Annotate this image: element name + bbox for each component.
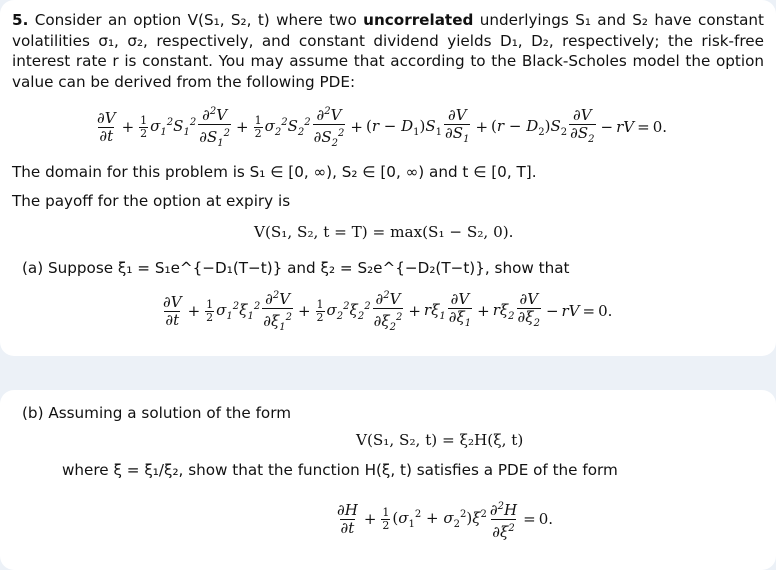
pde-equation: $\frac{\partial V}{\partial t}$ + $\frac{1}{2}$ $\sigma_1^2S_1^2$ $\frac{\partial^2V}{\partial S_1^2}$ + $\frac{1}{2}$ $\sigma_2^2S_2^2$ $\frac{\partial^2V}{\partial S_2^2}$ + $(r - D_1)S_1$ $\frac{\partial V}{\partial S_1}$ + $(r - D_2)S_2$ $\frac{\partial V}{\partial S_2}$ − rV = 0. [94, 104, 667, 150]
part-a-equation: $\frac{\partial V}{\partial t}$ + $\frac{1}{2}$ $\sigma_1^2\xi_1^2$ $\frac{\partial^2V}{\partial\xi_1^2}$ + $\frac{1}{2}$ $\sigma_2^2\xi_2^2$ $\frac{\partial^2V}{\partial\xi_2^2}$ + $r\xi_1$ $\frac{\partial V}{\partial\xi_1}$ + $r\xi_2$ $\frac{\partial V}{\partial\xi_2}$ − rV = 0. [160, 288, 612, 334]
intro-bold-word: uncorrelated [363, 11, 474, 29]
part-b-where-text: where ξ = ξ₁/ξ₂, show that the function H(ξ, t) satisfies a PDE of the form [62, 461, 618, 479]
domain-line: The domain for this problem is S₁ ∈ [0, ∞), S₂ ∈ [0, ∞) and t ∈ [0, T]. [12, 163, 537, 181]
payoff-line: The payoff for the option at expiry is [12, 192, 291, 210]
intro-before-bold: Consider an option V(S₁, S₂, t) where two [34, 11, 357, 29]
part-b-lead: (b) Assuming a solution of the form [22, 404, 291, 422]
problem-intro [12, 10, 764, 92]
part-a-text: (a) Suppose ξ₁ = S₁e^{−D₁(T−t)} and ξ₂ = S₂e^{−D₂(T−t)}, show that [22, 259, 570, 277]
intro-after-bold: underlyings S₁ and S₂ have constant volatilities σ₁, σ₂, respectively, and constant dividend yields D₁, D₂, respectively; the risk-free interest rate r is constant. You may assume that according to the Black-Scholes model the option value can be derived from the following PDE: [12, 11, 764, 91]
part-b-solution-form: V(S₁, S₂, t) = ξ₂H(ξ, t) [356, 431, 524, 449]
payoff-equation: V(S₁, S₂, t = T) = max(S₁ − S₂, 0). [254, 223, 514, 241]
part-b-pde-h: $\frac{\partial H}{\partial t}$ + $\frac{1}{2}$ $(\sigma_1^2 + \sigma_2^2)\xi^2$ $\frac{\partial^2H}{\partial\xi^2}$ = 0. [337, 500, 554, 541]
part-b-card [0, 390, 776, 570]
problem-number: 5. [12, 11, 29, 29]
